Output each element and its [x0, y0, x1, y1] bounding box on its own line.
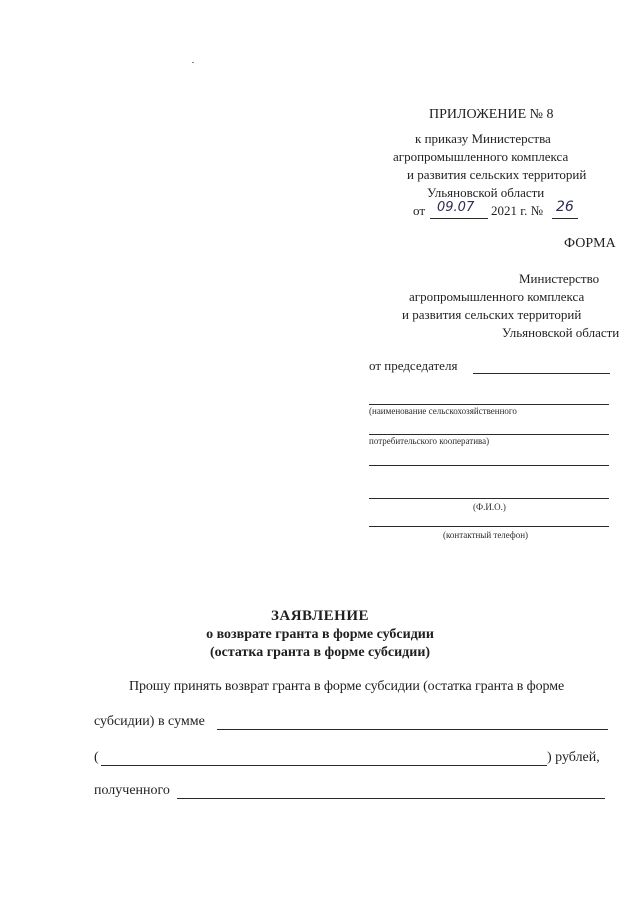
addressee-line: и развития сельских территорий — [402, 307, 582, 322]
appendix-line: к приказу Министерства — [415, 131, 551, 146]
cooperative-name-field[interactable] — [369, 404, 609, 405]
amount-words-open: ( — [94, 750, 99, 765]
cooperative-name-field-2[interactable] — [369, 434, 609, 435]
appendix-line: и развития сельских территорий — [407, 167, 587, 182]
appendix-date-prefix: от — [413, 203, 426, 218]
amount-words-field[interactable] — [101, 765, 547, 766]
date-underline — [430, 218, 488, 219]
phone-field[interactable] — [369, 526, 609, 527]
body-line-2-prefix: субсидии) в сумме — [94, 714, 205, 729]
appendix-title: ПРИЛОЖЕНИЕ № 8 — [429, 107, 554, 122]
fio-hint: (Ф.И.О.) — [473, 502, 506, 512]
addressee-line: агропромышленного комплекса — [409, 289, 585, 304]
received-field[interactable] — [177, 798, 605, 799]
appendix-line: Ульяновской области — [427, 185, 545, 200]
amount-field[interactable] — [217, 729, 608, 730]
number-underline — [552, 218, 578, 219]
appendix-date-handwritten: 09.07 — [437, 200, 475, 215]
from-chairman-label: от председателя — [369, 358, 458, 373]
chairman-name-field[interactable] — [473, 373, 610, 374]
appendix-date-year: 2021 г. № — [491, 203, 544, 218]
scan-speck — [192, 62, 194, 63]
addressee-line: Министерство — [519, 271, 600, 286]
statement-subtitle: (остатка гранта в форме субсидии) — [209, 645, 431, 660]
appendix-line: агропромышленного комплекса — [393, 149, 569, 164]
addressee-line: Ульяновской области — [502, 325, 620, 340]
body-line-1: Прошу принять возврат гранта в форме субсидии (остатка гранта в форме — [129, 679, 565, 694]
phone-hint: (контактный телефон) — [443, 530, 529, 540]
body-line-4-prefix: полученного — [94, 783, 170, 798]
extra-field[interactable] — [369, 465, 609, 466]
form-label: ФОРМА — [564, 236, 616, 251]
cooperative-name-hint: (наименование сельскохозяйственного — [369, 406, 517, 416]
fio-field[interactable] — [369, 498, 609, 499]
cooperative-name-hint: потребительского кооператива) — [369, 436, 490, 446]
appendix-number-handwritten: 26 — [556, 199, 574, 215]
statement-subtitle: о возврате гранта в форме субсидии — [206, 627, 434, 642]
statement-title: ЗАЯВЛЕНИЕ — [270, 608, 370, 624]
amount-words-suffix: ) рублей, — [547, 750, 600, 765]
